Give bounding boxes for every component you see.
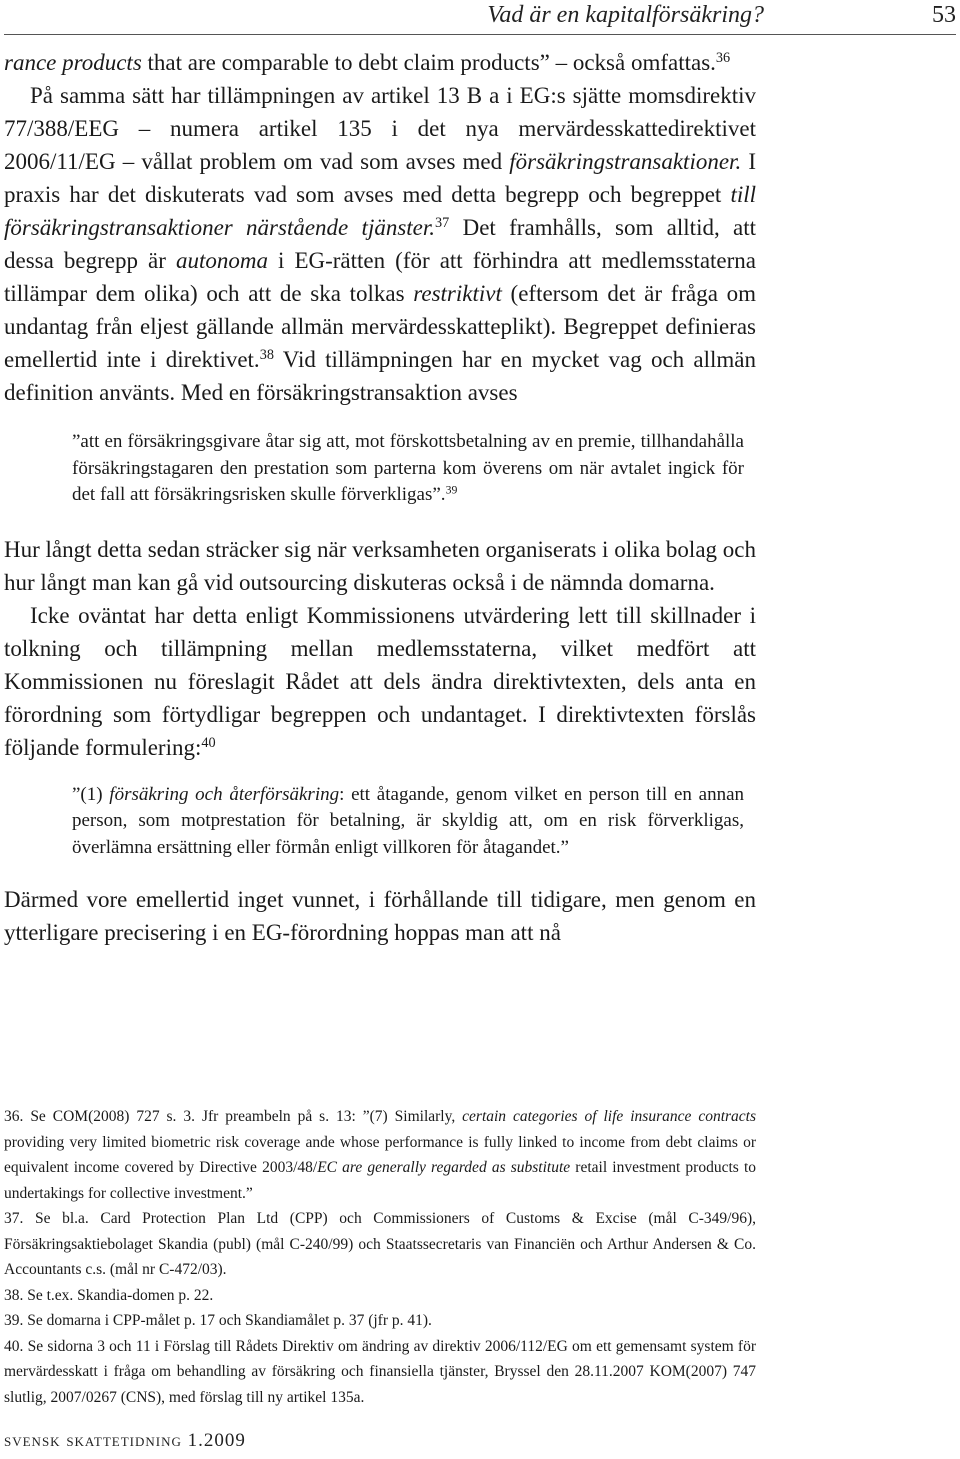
journal-footer: svensk skattetidning 1.2009 bbox=[4, 1430, 246, 1451]
footnote-37: 37. Se bl.a. Card Protection Plan Ltd (CPP) och Commissioners of Customs & Excise (mål C-349/96), Försäkringsaktiebolaget Skandia (publ) (mål C-240/99) och Staatssecretaris van Financiën och Arthur Andersen & Co. Accountants c.s. (mål nr C-472/03). bbox=[4, 1210, 756, 1278]
block-quote-1: ”att en försäkringsgivare åtar sig att, mot förskottsbetalning av en premie, tillhandahålla försäkringstagaren den prestation som parterna kom överens om när avtalet ingick för det fall att försäkringsrisken skulle förverkligas”.$^{39}$ bbox=[72, 431, 744, 505]
page-header bbox=[0, 0, 960, 40]
italic-term: autonoma bbox=[175, 248, 268, 273]
footnotes bbox=[4, 1104, 756, 1410]
page-number: 53 bbox=[932, 2, 956, 28]
italic-phrase: rance products bbox=[4, 50, 142, 75]
body-text bbox=[4, 46, 756, 949]
footnote-36: 36. Se COM(2008) 727 s. 3. Jfr preambeln på s. 13: ”(7) Similarly, certain categories of life insurance contracts providing very limited biometric risk coverage ande whose performance is fully linked to income from debt claims or equivalent income covered by Directive 2003/48/EC are generally regarded as substitute retail investment products to undertakings for collective investment.” bbox=[4, 1108, 757, 1202]
header-rule bbox=[4, 34, 956, 35]
footnote-40: 40. Se sidorna 3 och 11 i Förslag till Rådets Direktiv om ändring av direktiv 2006/112/EG om ett gemensamt system för mervärdesskatt i fråga om behandling av försäkring och finansiella tjänster, Bryssel den 28.11.2007 KOM(2007) 747 slutlig, 2007/0267 (CNS), med förslag till ny artikel 135a. bbox=[4, 1337, 756, 1406]
footnote-39: 39. Se domarna i CPP-målet p. 17 och Skandiamålet p. 37 (jfr p. 41). bbox=[4, 1312, 432, 1329]
footnote-ref-39: 39 bbox=[445, 483, 458, 497]
italic-term: till försäkringstransaktioner närstående tjänster. bbox=[4, 182, 756, 240]
footnote-ref-36: 36 bbox=[715, 50, 731, 67]
paragraph-2: På samma sätt har tillämpningen av artikel 13 B a i EG:s sjätte momsdirektiv 77/388/EEG – numera artikel 135 i det nya mervärdesskattedirektivet 2006/11/EG – vållat problem om vad som avses med försäkringstransaktioner. I praxis har det diskuterats vad som avses med detta begrepp och begreppet till försäkringstransaktioner närstående tjänster.$^{37}$ Det framhålls, som alltid, att dessa begrepp är autonoma i EG-rätten (för att förhindra att medlemsstaterna tillämpar dem olika) och att de ska tolkas restriktivt (eftersom det är fråga om undantag från eljest gällande allmän mervärdesskatteplikt). Begreppet definieras emellertid inte i direktivet.$^{38}$ Vid tillämpningen har en mycket vag och allmän definition använts. Med en försäkringstransaktion avses bbox=[4, 83, 757, 405]
footnote-ref-40: 40 bbox=[201, 734, 216, 751]
paragraph-1: rance products that are comparable to debt claim products” – också omfattas.$^{36}$ bbox=[4, 50, 731, 75]
italic-term: försäkring och återförsäkring bbox=[109, 783, 340, 805]
footnote-ref-37: 37 bbox=[435, 215, 450, 232]
paragraph-3: Hur långt detta sedan sträcker sig när verksamheten organiserats i olika bolag och hur långt man kan gå vid outsourcing diskuteras också i de nämnda domarna. bbox=[4, 536, 756, 595]
footnote-ref-38: 38 bbox=[259, 347, 274, 364]
footnote-38: 38. Se t.ex. Skandia-domen p. 22. bbox=[4, 1286, 214, 1304]
italic-term: restriktivt bbox=[413, 281, 502, 306]
paragraph-5: Därmed vore emellertid inget vunnet, i förhållande till tidigare, men genom en ytterligare precisering i en EG-förordning hoppas man att nå bbox=[4, 887, 756, 945]
paragraph-4: Icke oväntat har detta enligt Kommissionens utvärdering lett till skillnader i tolkning och tillämpning mellan medlemsstaterna, vilket medfört att Kommissionen nu föreslagit Rådet att dels ändra direktivtexten, dels anta en förordning som förtydligar begreppen och undantaget. I direktivtexten förslås följande formulering:$^{40}$ bbox=[4, 602, 756, 760]
italic-term: försäkringstransaktioner. bbox=[509, 149, 742, 174]
running-title: Vad är en kapitalförsäkring? bbox=[487, 2, 764, 28]
block-quote-2: ”(1) försäkring och återförsäkring: ett åtagande, genom vilket en person till en annan person, som motprestation för betalning, är skyldig att, om en risk förverkligas, överlämna ersättning eller förmån enligt villkoren för åtagandet.” bbox=[72, 783, 744, 858]
